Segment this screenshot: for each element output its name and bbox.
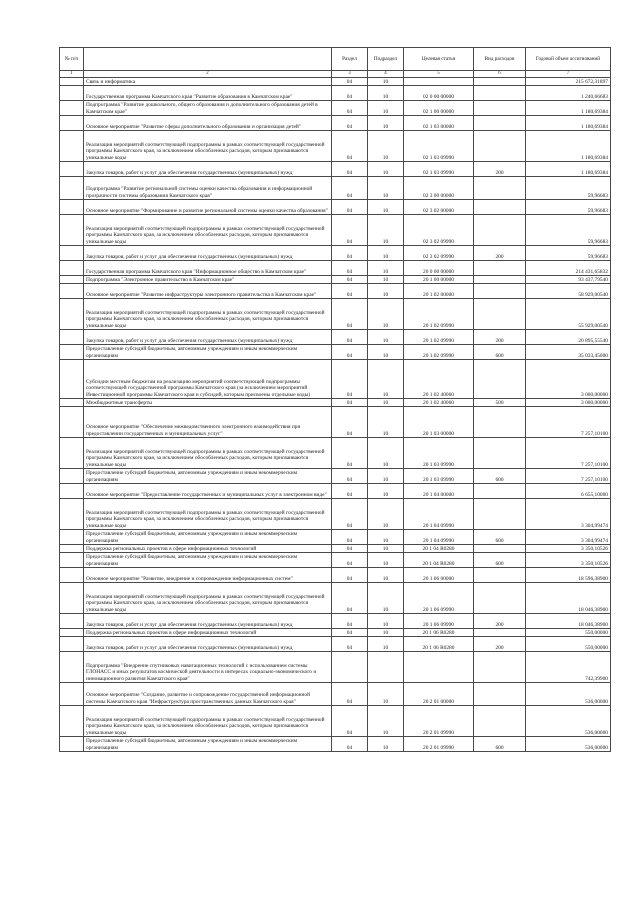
row-name-cell: Подпрограмма "Развитие региональной системы оценки качества образования и информационной прозрачности системы образования Камчатского края": [84, 177, 332, 200]
row-razdel-cell: 04: [332, 330, 368, 345]
row-expense-type-cell: 200: [474, 162, 526, 177]
row-podrazdel-cell: 10: [368, 162, 404, 177]
row-expense-type-cell: [474, 360, 526, 399]
row-razdel-cell: 04: [332, 276, 368, 284]
row-amount-cell: 536,00000: [526, 706, 611, 737]
row-podrazdel-cell: 10: [368, 261, 404, 276]
row-podrazdel-cell: 10: [368, 86, 404, 101]
row-target-article-cell: 02 1 03 00000: [404, 116, 474, 131]
row-name-cell: Межбюджетные трансферты: [84, 399, 332, 407]
row-number-cell: [60, 330, 84, 345]
row-razdel-cell: 04: [332, 78, 368, 86]
row-target-article-cell: 20 1 03 00000: [404, 407, 474, 438]
row-target-article-cell: [404, 78, 474, 86]
table-header-row: [60, 48, 611, 71]
row-expense-type-cell: 600: [474, 469, 526, 484]
row-number-cell: [60, 706, 84, 737]
row-number-cell: [60, 737, 84, 752]
row-number-cell: [60, 407, 84, 438]
row-razdel-cell: 04: [332, 583, 368, 614]
row-name-cell: Государственная программа Камчатского края "Информационное общество в Камчатском крае": [84, 261, 332, 276]
row-number-cell: [60, 583, 84, 614]
table-row: [60, 614, 611, 629]
row-amount-cell: 55 929,00540: [526, 299, 611, 330]
index-cell: 1: [60, 71, 84, 78]
row-name-cell: Основное мероприятие "Предоставление государственных и муниципальных услуг в электронном виде": [84, 484, 332, 499]
table-row: [60, 629, 611, 637]
row-target-article-cell: 02 1 03 09990: [404, 162, 474, 177]
row-razdel-cell: 04: [332, 162, 368, 177]
table-row: [60, 568, 611, 583]
row-expense-type-cell: [474, 545, 526, 553]
table-row: [60, 407, 611, 438]
row-amount-cell: 1 180,69384: [526, 162, 611, 177]
row-razdel-cell: 04: [332, 683, 368, 706]
row-name-cell: Предоставление субсидий бюджетным, автономным учреждениям и иным некоммерческим организациям: [84, 469, 332, 484]
row-razdel-cell: 04: [332, 177, 368, 200]
row-target-article-cell: 20 1 04 R0280: [404, 553, 474, 568]
header-podrazdel: Подраздел: [368, 48, 404, 71]
table-row: [60, 737, 611, 752]
row-target-article-cell: 20 1 02 09990: [404, 345, 474, 360]
row-podrazdel-cell: 10: [368, 399, 404, 407]
row-name-cell: Реализация мероприятий соответствующей подпрограммы в рамках соответствующей государственной программы Камчатского края, за исключением обособленных расходов, которым присваиваются уникальные коды: [84, 499, 332, 530]
row-razdel-cell: 04: [332, 246, 368, 261]
row-amount-cell: 550,00000: [526, 637, 611, 652]
table-row: [60, 399, 611, 407]
row-number-cell: [60, 299, 84, 330]
row-amount-cell: 59,96683: [526, 177, 611, 200]
row-number-cell: [60, 469, 84, 484]
header-number: № п/п: [60, 48, 84, 71]
row-podrazdel-cell: 10: [368, 499, 404, 530]
row-amount-cell: 58 929,00540: [526, 284, 611, 299]
table-row: [60, 246, 611, 261]
row-expense-type-cell: [474, 499, 526, 530]
table-row: [60, 652, 611, 683]
row-podrazdel-cell: 10: [368, 530, 404, 545]
row-amount-cell: 35 033,45000: [526, 345, 611, 360]
row-amount-cell: 214 431,65832: [526, 261, 611, 276]
row-number-cell: [60, 246, 84, 261]
row-expense-type-cell: [474, 200, 526, 215]
row-expense-type-cell: 600: [474, 345, 526, 360]
row-target-article-cell: 20 1 06 R0280: [404, 637, 474, 652]
row-name-cell: Закупка товаров, работ и услуг для обеспечения государственных (муниципальных) нужд: [84, 330, 332, 345]
index-cell: 7: [526, 71, 611, 78]
table-index-row: [60, 71, 611, 78]
row-expense-type-cell: [474, 276, 526, 284]
row-podrazdel-cell: 10: [368, 284, 404, 299]
row-number-cell: [60, 652, 84, 683]
table-row: [60, 330, 611, 345]
row-name-cell: Подпрограмма "Электронное правительство в Камчатском крае": [84, 276, 332, 284]
row-number-cell: [60, 614, 84, 629]
row-podrazdel-cell: 10: [368, 330, 404, 345]
row-amount-cell: 18 046,38900: [526, 614, 611, 629]
row-amount-cell: 3 304,99474: [526, 499, 611, 530]
row-expense-type-cell: [474, 299, 526, 330]
row-name-cell: Основное мероприятие "Формирование и развитие региональной системы оценки качества образования": [84, 200, 332, 215]
row-razdel-cell: 04: [332, 629, 368, 637]
row-podrazdel-cell: 10: [368, 568, 404, 583]
row-number-cell: [60, 162, 84, 177]
row-number-cell: [60, 261, 84, 276]
row-podrazdel-cell: 10: [368, 545, 404, 553]
row-name-cell: Основное мероприятие "Развитие, внедрение и сопровождение информационных систем": [84, 568, 332, 583]
row-target-article-cell: 20 2 01 00000: [404, 683, 474, 706]
index-cell: 5: [404, 71, 474, 78]
row-expense-type-cell: [474, 583, 526, 614]
row-razdel-cell: 04: [332, 360, 368, 399]
row-target-article-cell: 20 0 00 00000: [404, 261, 474, 276]
index-cell: 3: [332, 71, 368, 78]
row-expense-type-cell: 200: [474, 330, 526, 345]
table-row: [60, 360, 611, 399]
row-razdel-cell: 04: [332, 637, 368, 652]
row-number-cell: [60, 131, 84, 162]
table-row: [60, 78, 611, 86]
row-number-cell: [60, 200, 84, 215]
row-number-cell: [60, 568, 84, 583]
row-amount-cell: 1 240,66683: [526, 86, 611, 101]
row-name-cell: Реализация мероприятий соответствующей подпрограммы в рамках соответствующей государственной программы Камчатского края, за исключением обособленных расходов, которым присваиваются уникальные коды: [84, 706, 332, 737]
row-name-cell: Связь и информатика: [84, 78, 332, 86]
row-target-article-cell: 20 2 01 09990: [404, 706, 474, 737]
row-name-cell: Предоставление субсидий бюджетным, автономным учреждениям и иным некоммерческим организациям: [84, 553, 332, 568]
row-podrazdel-cell: 10: [368, 360, 404, 399]
row-razdel-cell: [332, 652, 368, 683]
table-row: [60, 276, 611, 284]
row-podrazdel-cell: 10: [368, 484, 404, 499]
row-number-cell: [60, 345, 84, 360]
row-amount-cell: 1 180,69384: [526, 116, 611, 131]
row-number-cell: [60, 116, 84, 131]
row-podrazdel-cell: 10: [368, 200, 404, 215]
row-name-cell: Основное мероприятие "Создание, развитие и сопровождение государственной информационной системы Камчатского края "Инфраструктура пространственных данных Камчатского края": [84, 683, 332, 706]
row-number-cell: [60, 545, 84, 553]
row-expense-type-cell: [474, 629, 526, 637]
row-target-article-cell: 20 1 06 09990: [404, 583, 474, 614]
table-row: [60, 683, 611, 706]
row-name-cell: Закупка товаров, работ и услуг для обеспечения государственных (муниципальных) нужд: [84, 637, 332, 652]
row-podrazdel-cell: 10: [368, 116, 404, 131]
row-amount-cell: 18 046,38900: [526, 583, 611, 614]
row-name-cell: Основное мероприятие "Развитие инфраструктуры электронного правительства в Камчатском крае": [84, 284, 332, 299]
row-razdel-cell: 04: [332, 215, 368, 246]
row-amount-cell: 18 596,38900: [526, 568, 611, 583]
header-name: [84, 48, 332, 71]
row-razdel-cell: 04: [332, 553, 368, 568]
row-expense-type-cell: [474, 261, 526, 276]
row-name-cell: Реализация мероприятий соответствующей подпрограммы в рамках соответствующей государственной программы Камчатского края, за исключением обособленных расходов, которым присваиваются уникальные коды: [84, 583, 332, 614]
row-name-cell: Реализация мероприятий соответствующей подпрограммы в рамках соответствующей государственной программы Камчатского края, за исключением обособленных расходов, которым присваиваются уникальные коды: [84, 438, 332, 469]
row-target-article-cell: 02 1 00 00000: [404, 101, 474, 116]
row-expense-type-cell: 600: [474, 553, 526, 568]
row-amount-cell: 550,00000: [526, 629, 611, 637]
row-razdel-cell: 04: [332, 706, 368, 737]
row-podrazdel-cell: 10: [368, 706, 404, 737]
row-razdel-cell: 04: [332, 345, 368, 360]
row-razdel-cell: 04: [332, 131, 368, 162]
row-number-cell: [60, 484, 84, 499]
row-name-cell: Подпрограмма "Внедрение спутниковых навигационных технологий с использованием системы ГЛОНАСС и иных результатов космической деятельности в интересах социально-экономического и инновационного развития Камчатского края": [84, 652, 332, 683]
row-expense-type-cell: [474, 131, 526, 162]
row-amount-cell: 536,00000: [526, 737, 611, 752]
row-amount-cell: 3 304,99474: [526, 530, 611, 545]
row-amount-cell: 7 257,10100: [526, 469, 611, 484]
row-podrazdel-cell: 10: [368, 469, 404, 484]
row-expense-type-cell: 600: [474, 530, 526, 545]
row-razdel-cell: 04: [332, 545, 368, 553]
row-podrazdel-cell: 10: [368, 737, 404, 752]
table-row: [60, 553, 611, 568]
table-row: [60, 438, 611, 469]
row-expense-type-cell: [474, 177, 526, 200]
row-expense-type-cell: [474, 706, 526, 737]
row-amount-cell: 93 437,79540: [526, 276, 611, 284]
budget-table-document: [59, 47, 610, 752]
row-name-cell: Предоставление субсидий бюджетным, автономным учреждениям и иным некоммерческим организациям: [84, 345, 332, 360]
row-target-article-cell: 20 1 02 40060: [404, 399, 474, 407]
row-number-cell: [60, 629, 84, 637]
row-number-cell: [60, 637, 84, 652]
header-target-article: Целевая статья: [404, 48, 474, 71]
row-target-article-cell: 20 2 01 09990: [404, 737, 474, 752]
row-name-cell: Поддержка региональных проектов в сфере информационных технологий: [84, 545, 332, 553]
row-number-cell: [60, 101, 84, 116]
row-target-article-cell: 02 0 00 00000: [404, 86, 474, 101]
row-razdel-cell: 04: [332, 484, 368, 499]
row-expense-type-cell: [474, 683, 526, 706]
row-target-article-cell: 02 3 02 09990: [404, 215, 474, 246]
row-podrazdel-cell: 10: [368, 276, 404, 284]
row-number-cell: [60, 499, 84, 530]
row-razdel-cell: 04: [332, 284, 368, 299]
row-razdel-cell: 04: [332, 469, 368, 484]
row-amount-cell: 742,39900: [526, 652, 611, 683]
row-target-article-cell: 20 1 02 09990: [404, 330, 474, 345]
row-target-article-cell: 20 1 02 00000: [404, 284, 474, 299]
row-amount-cell: 3 350,10526: [526, 545, 611, 553]
row-name-cell: Субсидии местным бюджетам на реализацию мероприятий соответствующей подпрограммы соответствующей государственной программы Камчатского края (за исключением мероприятий Инвестиционной программы Камчатского края и субсидий, которым присвоены отдельные коды): [84, 360, 332, 399]
table-row: [60, 530, 611, 545]
table-row: [60, 162, 611, 177]
row-podrazdel-cell: 10: [368, 683, 404, 706]
row-amount-cell: 1 180,69384: [526, 131, 611, 162]
row-target-article-cell: 20 1 03 09990: [404, 469, 474, 484]
row-name-cell: Закупка товаров, работ и услуг для обеспечения государственных (муниципальных) нужд: [84, 614, 332, 629]
row-target-article-cell: 20 1 06 R0280: [404, 629, 474, 637]
row-amount-cell: 3 000,00000: [526, 399, 611, 407]
row-number-cell: [60, 177, 84, 200]
row-razdel-cell: 04: [332, 530, 368, 545]
row-target-article-cell: 20 1 04 00000: [404, 484, 474, 499]
row-name-cell: Реализация мероприятий соответствующей подпрограммы в рамках соответствующей государственной программы Камчатского края, за исключением обособленных расходов, которым присваиваются уникальные коды: [84, 131, 332, 162]
row-razdel-cell: 04: [332, 399, 368, 407]
row-podrazdel-cell: 10: [368, 177, 404, 200]
row-podrazdel-cell: 10: [368, 345, 404, 360]
row-razdel-cell: 04: [332, 737, 368, 752]
row-razdel-cell: 04: [332, 200, 368, 215]
row-number-cell: [60, 86, 84, 101]
row-number-cell: [60, 284, 84, 299]
row-expense-type-cell: [474, 568, 526, 583]
row-razdel-cell: 04: [332, 407, 368, 438]
table-row: [60, 215, 611, 246]
row-expense-type-cell: 600: [474, 737, 526, 752]
row-number-cell: [60, 683, 84, 706]
row-podrazdel-cell: 10: [368, 553, 404, 568]
row-target-article-cell: 02 1 03 09990: [404, 131, 474, 162]
row-razdel-cell: 04: [332, 614, 368, 629]
table-row: [60, 469, 611, 484]
row-amount-cell: 7 257,10100: [526, 438, 611, 469]
row-expense-type-cell: 200: [474, 246, 526, 261]
row-number-cell: [60, 553, 84, 568]
row-target-article-cell: 20 1 04 09990: [404, 530, 474, 545]
row-name-cell: Государственная программа Камчатского края "Развитие образования в Камчатском крае": [84, 86, 332, 101]
row-number-cell: [60, 530, 84, 545]
row-amount-cell: 536,00000: [526, 683, 611, 706]
table-row: [60, 101, 611, 116]
row-amount-cell: 59,96683: [526, 200, 611, 215]
table-row: [60, 261, 611, 276]
row-expense-type-cell: [474, 116, 526, 131]
row-expense-type-cell: 200: [474, 614, 526, 629]
row-target-article-cell: 20 1 02 09990: [404, 299, 474, 330]
row-expense-type-cell: [474, 652, 526, 683]
index-cell: 6: [474, 71, 526, 78]
row-name-cell: Поддержка региональных проектов в сфере информационных технологий: [84, 629, 332, 637]
row-expense-type-cell: [474, 101, 526, 116]
row-target-article-cell: 20 1 00 00000: [404, 276, 474, 284]
table-row: [60, 131, 611, 162]
row-number-cell: [60, 438, 84, 469]
table-row: [60, 583, 611, 614]
table-row: [60, 86, 611, 101]
row-amount-cell: 6 655,10000: [526, 484, 611, 499]
row-target-article-cell: 20 1 03 09990: [404, 438, 474, 469]
row-expense-type-cell: [474, 86, 526, 101]
row-razdel-cell: 04: [332, 116, 368, 131]
row-razdel-cell: 04: [332, 299, 368, 330]
table-row: [60, 345, 611, 360]
row-target-article-cell: 20 1 06 09990: [404, 614, 474, 629]
row-amount-cell: 59,96683: [526, 246, 611, 261]
table-row: [60, 177, 611, 200]
table-row: [60, 637, 611, 652]
row-target-article-cell: 02 3 00 00000: [404, 177, 474, 200]
row-name-cell: Предоставление субсидий бюджетным, автономным учреждениям и иным некоммерческим организациям: [84, 530, 332, 545]
row-name-cell: Подпрограмма "Развитие дошкольного, общего образования и дополнительного образования детей в Камчатском крае": [84, 101, 332, 116]
table-row: [60, 116, 611, 131]
table-body: [60, 78, 611, 752]
row-target-article-cell: 20 1 06 00000: [404, 568, 474, 583]
row-number-cell: [60, 276, 84, 284]
row-podrazdel-cell: 10: [368, 101, 404, 116]
row-expense-type-cell: [474, 284, 526, 299]
table-row: [60, 200, 611, 215]
table-row: [60, 484, 611, 499]
row-expense-type-cell: [474, 407, 526, 438]
row-target-article-cell: 02 3 02 09990: [404, 246, 474, 261]
row-razdel-cell: 04: [332, 438, 368, 469]
row-target-article-cell: 20 1 04 R0280: [404, 545, 474, 553]
header-annual-amount: Годовой объем ассигнований: [526, 48, 611, 71]
table-row: [60, 706, 611, 737]
row-expense-type-cell: [474, 438, 526, 469]
row-number-cell: [60, 78, 84, 86]
row-target-article-cell: 02 3 02 00000: [404, 200, 474, 215]
row-expense-type-cell: 200: [474, 637, 526, 652]
table-row: [60, 545, 611, 553]
table-row: [60, 284, 611, 299]
row-podrazdel-cell: 10: [368, 299, 404, 330]
row-name-cell: Закупка товаров, работ и услуг для обеспечения государственных (муниципальных) нужд: [84, 246, 332, 261]
row-amount-cell: 7 257,10100: [526, 407, 611, 438]
row-expense-type-cell: [474, 484, 526, 499]
row-amount-cell: 3 350,10526: [526, 553, 611, 568]
row-amount-cell: 3 000,00000: [526, 360, 611, 399]
budget-table: [59, 47, 611, 752]
header-expense-type: Вид расходов: [474, 48, 526, 71]
row-name-cell: Основное мероприятие "Обеспечение межведомственного электронного взаимодействия при предоставлении государственных и муниципальных услуг": [84, 407, 332, 438]
row-expense-type-cell: [474, 78, 526, 86]
row-target-article-cell: 20 1 04 09990: [404, 499, 474, 530]
row-name-cell: Закупка товаров, работ и услуг для обеспечения государственных (муниципальных) нужд: [84, 162, 332, 177]
row-podrazdel-cell: 10: [368, 614, 404, 629]
row-name-cell: Реализация мероприятий соответствующей подпрограммы в рамках соответствующей государственной программы Камчатского края, за исключением обособленных расходов, которым присваиваются уникальные коды: [84, 215, 332, 246]
row-podrazdel-cell: 10: [368, 131, 404, 162]
row-name-cell: Предоставление субсидий бюджетным, автономным учреждениям и иным некоммерческим организациям: [84, 737, 332, 752]
row-amount-cell: 20 895,55540: [526, 330, 611, 345]
row-name-cell: Основное мероприятие "Развитие сферы дополнительного образования и организация детей": [84, 116, 332, 131]
row-number-cell: [60, 215, 84, 246]
index-cell: 2: [84, 71, 332, 78]
table-row: [60, 299, 611, 330]
row-podrazdel-cell: 10: [368, 629, 404, 637]
row-razdel-cell: 04: [332, 261, 368, 276]
row-podrazdel-cell: 10: [368, 246, 404, 261]
row-amount-cell: 1 180,69384: [526, 101, 611, 116]
row-amount-cell: 59,96683: [526, 215, 611, 246]
row-podrazdel-cell: 10: [368, 637, 404, 652]
row-target-article-cell: [404, 652, 474, 683]
row-number-cell: [60, 399, 84, 407]
row-razdel-cell: 04: [332, 568, 368, 583]
row-podrazdel-cell: 10: [368, 583, 404, 614]
row-razdel-cell: 04: [332, 499, 368, 530]
row-expense-type-cell: [474, 215, 526, 246]
row-podrazdel-cell: 10: [368, 215, 404, 246]
row-podrazdel-cell: [368, 652, 404, 683]
row-razdel-cell: 04: [332, 101, 368, 116]
header-razdel: Раздел: [332, 48, 368, 71]
row-name-cell: Реализация мероприятий соответствующей подпрограммы в рамках соответствующей государственной программы Камчатского края, за исключением обособленных расходов, которым присваиваются уникальные коды: [84, 299, 332, 330]
table-row: [60, 499, 611, 530]
row-target-article-cell: 20 1 02 40060: [404, 360, 474, 399]
row-amount-cell: 215 672,31897: [526, 78, 611, 86]
row-podrazdel-cell: 10: [368, 438, 404, 469]
row-podrazdel-cell: 10: [368, 407, 404, 438]
index-cell: 4: [368, 71, 404, 78]
row-expense-type-cell: 500: [474, 399, 526, 407]
row-number-cell: [60, 360, 84, 399]
row-podrazdel-cell: 10: [368, 78, 404, 86]
row-razdel-cell: 04: [332, 86, 368, 101]
